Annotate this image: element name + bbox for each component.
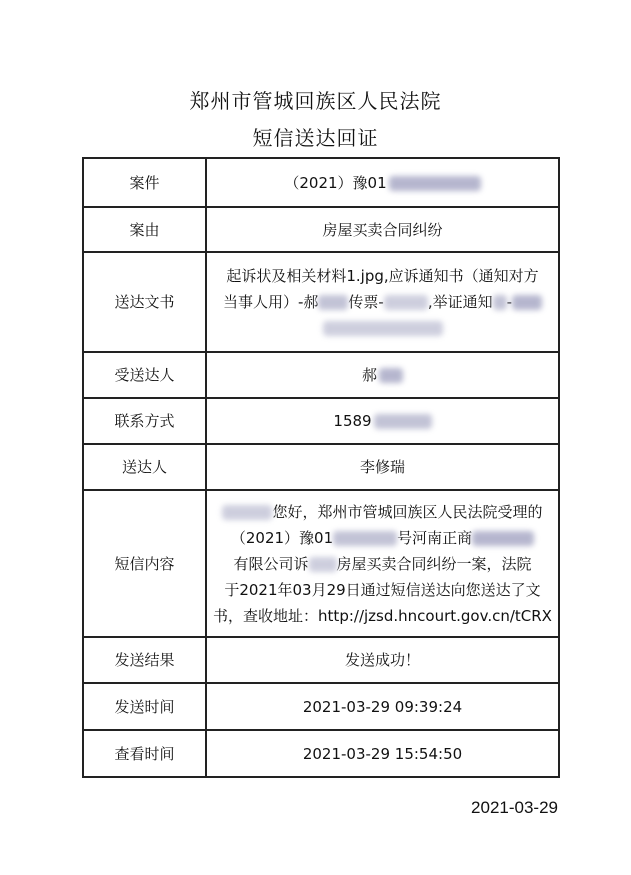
send-result-label: 发送结果	[83, 637, 206, 683]
row-server	[83, 444, 559, 490]
recipient-value	[206, 352, 559, 398]
view-time-label: 查看时间	[83, 730, 206, 777]
row-documents	[83, 252, 559, 352]
documents-label: 送达文书	[83, 252, 206, 352]
sms-line-5: 书，查收地址：http://jzsd.hncourt.gov.cn/tCRX	[213, 606, 552, 625]
documents-value	[206, 252, 559, 352]
redaction-mark	[512, 295, 542, 310]
sms-line-3a: 有限公司诉	[233, 554, 309, 573]
sms-content-label: 短信内容	[83, 490, 206, 637]
row-send-result	[83, 637, 559, 683]
server-label: 送达人	[83, 444, 206, 490]
service-receipt-table	[82, 157, 560, 778]
sms-line-2a: （2021）豫01	[230, 528, 334, 547]
redaction-mark	[374, 414, 432, 429]
send-time-value: 2021-03-29 09:39:24	[206, 683, 559, 730]
documents-line-2a: 当事人用）-郝	[222, 293, 319, 311]
recipient-label: 受送达人	[83, 352, 206, 398]
recipient-name: 郝	[361, 366, 377, 384]
sms-line-4: 于2021年03月29日通过短信送达向您送达了文	[224, 580, 541, 599]
footer-date: 2021-03-29	[471, 798, 558, 817]
redaction-mark	[323, 321, 443, 336]
row-view-time	[83, 730, 559, 777]
sms-line-1: 您好，郑州市管城回族区人民法院受理的	[272, 502, 543, 521]
redaction-mark	[222, 505, 272, 520]
documents-line-2c: ,举证通知	[427, 293, 493, 311]
contact-value	[206, 398, 559, 444]
contact-label: 联系方式	[83, 398, 206, 444]
redaction-mark	[493, 295, 507, 310]
row-cause	[83, 207, 559, 252]
documents-line-2b: 传票-	[348, 293, 384, 311]
row-recipient	[83, 352, 559, 398]
cause-value: 房屋买卖合同纠纷	[206, 207, 559, 252]
case-number-text: （2021）豫01	[284, 173, 387, 192]
case-number-value	[206, 158, 559, 207]
redaction-mark	[389, 176, 481, 191]
cause-label: 案由	[83, 207, 206, 252]
document-title: 短信送达回证	[252, 126, 379, 150]
redaction-mark	[333, 531, 397, 546]
row-case-number	[83, 158, 559, 207]
redaction-mark	[379, 368, 403, 383]
view-time-value: 2021-03-29 15:54:50	[206, 730, 559, 777]
sms-line-2b: 号河南正商	[397, 528, 473, 547]
redaction-mark	[472, 531, 534, 546]
documents-line-1: 起诉状及相关材料1.jpg,应诉通知书（通知对方	[226, 267, 539, 285]
send-time-label: 发送时间	[83, 683, 206, 730]
contact-number: 1589	[333, 412, 372, 430]
redaction-mark	[309, 557, 337, 572]
redaction-mark	[384, 295, 428, 310]
row-sms-content	[83, 490, 559, 637]
server-value: 李修瑞	[206, 444, 559, 490]
court-name: 郑州市管城回族区人民法院	[189, 89, 442, 113]
row-contact	[83, 398, 559, 444]
sms-content-value	[206, 490, 559, 637]
case-number-label: 案件	[83, 158, 206, 207]
send-result-value: 发送成功！	[206, 637, 559, 683]
sms-line-3b: 房屋买卖合同纠纷一案，法院	[336, 554, 532, 573]
redaction-mark	[318, 295, 348, 310]
row-send-time	[83, 683, 559, 730]
documents-line-2d: -	[506, 293, 513, 311]
